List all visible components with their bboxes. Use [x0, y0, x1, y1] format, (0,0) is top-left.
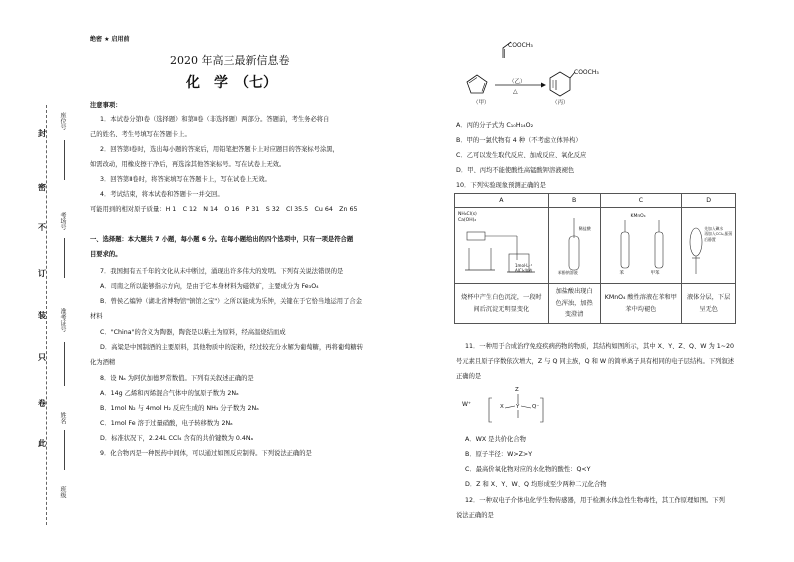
ring-double-bond	[469, 78, 477, 84]
question-line: 材料	[90, 313, 103, 320]
section1-heading: 目要求的。	[90, 251, 122, 258]
arrow-top-label: （乙）	[509, 79, 526, 85]
seal-char: 密	[38, 183, 46, 192]
ticket-number-label: 准考证号	[59, 308, 66, 332]
question-line: 7．我国拥有五千年的文化从未中断过，涌现出许多伟大的发明。下列有关说法错误的是	[100, 268, 344, 275]
question-line: A．14g 乙烯和丙烯混合气体中的氢原子数为 2Nₐ	[100, 390, 239, 397]
fig-a2-label: 1mol·L⁻¹	[515, 263, 533, 268]
product-formula: COOCH₃	[574, 69, 599, 76]
notes-line: 4．考试结束，将本试卷和答题卡一并交回。	[100, 191, 224, 198]
seal-char: 封	[38, 129, 46, 138]
fig-b-label: 苯酚钠溶液	[557, 270, 578, 275]
name-label: 姓名	[59, 412, 66, 424]
label-bing: （丙）	[552, 100, 569, 106]
q10-col-header: A	[455, 194, 549, 208]
arrow-bottom-label: △	[513, 88, 518, 95]
fig-c-label: KMnO₄	[630, 214, 646, 219]
notes-line: 己的姓名、考生号填写在答题卡上。	[90, 131, 191, 138]
fig-a-label: NH₄Cl(s)	[458, 212, 477, 217]
apparatus-d	[682, 210, 734, 282]
q12-line: 12．一种双电子介体电化学生物传感器，用于检测水体急性生物毒性，其工作原理如图。下列	[465, 497, 725, 504]
q10-col-header: C	[600, 194, 682, 208]
seal-char: 此	[38, 439, 46, 448]
q10-figure-b	[548, 208, 600, 284]
question-line: D．高粱是中国制酒的主要原料，其他物质中的淀粉，经过较充分水解为葡萄糖，再将葡萄糖转	[100, 344, 364, 351]
question-line: B．曾侯乙编钟（湖北省博物馆"镇馆之宝"）之所以能成为乐钟，关键在于它恰当地运用了合金	[100, 298, 362, 305]
seal-char: 只	[38, 353, 46, 362]
q11-z: Z	[515, 387, 519, 393]
fig-a-label: Ca(OH)₂	[458, 217, 477, 223]
exam-title: 2020 年高三最新信息卷	[170, 54, 290, 67]
q10-col-header: D	[682, 194, 736, 208]
fig-a2-label: AlCl₃溶液	[515, 267, 533, 273]
q11-x: X	[500, 404, 504, 410]
q11-line: 正确的是	[456, 373, 482, 380]
arrow-head	[541, 83, 546, 88]
subject-title: 化 学 （七）	[186, 75, 277, 91]
question-line: A．司南之所以能够指示方向，是由于它本身材料为磁铁矿，主要成分为 Fe₃O₄	[100, 283, 319, 290]
notes-heading: 注意事项：	[90, 102, 122, 109]
q10-figure-a	[455, 208, 549, 284]
section1-heading: 一、选择题：本大题共 7 小题，每小题 6 分。在每小题给出的四个选项中，只有一项是符合题	[90, 236, 354, 243]
atomic-mass-line: 可能用到的相对原子质量：H 1 C 12 N 14 O 16 P 31 S 32 Cl 35.5 Cu 64 Zn 65	[90, 206, 358, 213]
q10-figure-d	[682, 208, 736, 284]
seat-number-underline	[64, 140, 66, 180]
notes-line: 如需改动，用橡皮擦干净后，再选涂其他答案标号。写在试卷上无效。	[90, 161, 286, 168]
q10-result-a: 烧杯中产生白色沉淀，一段时间后沉淀无明显变化	[455, 284, 549, 324]
fig-b-label: 稀盐酸	[578, 226, 591, 231]
class-label: 班级	[59, 486, 66, 498]
notes-line: 2．回答第Ⅰ卷时，选出每小题的答案后，用铅笔把答题卡上对应题目的答案标号涂黑，	[100, 146, 339, 153]
q11-option: D．Z 和 X、Y、W、Q 均形成至少两种二元化合物	[465, 481, 607, 488]
q11-option: C．最高价氧化物对应的水化物的酸性：Q<Y	[465, 466, 591, 473]
question-line: C．"China"的含义为陶器，陶瓷是以粘土为原料，经高温烧结而成	[100, 329, 286, 336]
q11-line: 11．一种用于合成治疗免疫疾病药物的物质，其结构如图所示，其中 X、Y、Z、Q、W 为 1~20	[465, 343, 735, 350]
fig-d-label: 再加入CCl₄,振荡	[704, 231, 733, 237]
fig-d-label: 后静置	[704, 236, 716, 242]
q11-line: 号元素且原子序数依次增大，Z 与 Q 同主族，Q 和 W 的简单离子具有相同的电子层结构。下列叙述	[456, 358, 735, 365]
exam-room-underline	[64, 238, 66, 278]
name-underline	[64, 430, 66, 470]
ticket-number-underline	[64, 342, 66, 386]
seal-char: 卷	[38, 399, 46, 408]
q9-option: D．甲、丙均不能使酸性高锰酸钾溶液褪色	[456, 167, 575, 174]
q9-option: B．甲的一氯代物有 4 种（不考虑立体异构）	[456, 137, 582, 144]
question-line: D．标准状况下，2.24L CCl₄ 含有的共价键数为 0.4Nₐ	[100, 435, 254, 442]
ring-double-bond	[482, 83, 485, 92]
q9-option: A．丙的分子式为 C₁₀H₁₄O₂	[456, 122, 534, 129]
seal-char: 装	[38, 311, 46, 320]
q10-figure-c	[600, 208, 682, 284]
q11-structure	[458, 382, 568, 432]
seal-char: 不	[38, 223, 46, 232]
q11-option: A．WX 是共价化合物	[465, 436, 526, 443]
notes-line: 1．本试卷分第Ⅰ卷（选择题）和第Ⅱ卷（非选择题）两部分。答题前，考生务必将自	[100, 116, 330, 123]
label-jia: （甲）	[473, 100, 490, 106]
question-line: C．1mol Fe 溶于过量硝酸，电子转移数为 2Nₐ	[100, 420, 233, 427]
q10-result-d: 液体分层，下层呈无色	[682, 284, 736, 324]
question-line: 8．设 Nₐ 为阿伏加德罗常数值。下列有关叙述正确的是	[100, 375, 254, 382]
seal-char: 订	[38, 269, 46, 278]
q12-line: 说法正确的是	[456, 512, 494, 519]
q10-stem: 10．下列实验现象预测正确的是	[456, 182, 546, 189]
question-line: B．1mol N₂ 与 4mol H₂ 反应生成的 NH₃ 分子数为 2Nₐ	[100, 405, 259, 412]
binding-dashed-line	[46, 105, 47, 525]
question-line: 9．化合物丙是一种医药中间体，可以通过如图反应制得。下列说法正确的是	[100, 450, 312, 457]
q11-y: Y	[516, 404, 520, 410]
apparatus-c	[601, 210, 681, 282]
q10-result-b: 加盐酸出现白色浑浊，加热变澄清	[548, 284, 600, 324]
secret-mark: 绝密 ★ 启用前	[90, 36, 130, 43]
fig-c-label: 甲苯	[650, 271, 660, 276]
q10-table	[454, 193, 736, 324]
notes-line: 3．回答第Ⅱ卷时，将答案填写在答题卡上，写在试卷上无效。	[100, 176, 271, 183]
binding-strip	[0, 0, 76, 562]
q11-option: B．原子半径：W>Z>Y	[465, 451, 533, 458]
exam-room-label: 考场号	[59, 212, 66, 230]
q9-option: C．乙可以发生取代反应、加成反应、氧化反应	[456, 152, 587, 159]
fig-d-label: 先加入碘水	[704, 226, 724, 231]
q11-q: Q⁻	[532, 404, 540, 410]
q10-result-c: KMnO₄ 酸性溶液在苯和甲苯中均褪色	[600, 284, 682, 324]
q10-col-header: B	[548, 194, 600, 208]
question-line: 化为酒精	[90, 359, 116, 366]
seat-number-label: 座位号	[59, 112, 66, 130]
q11-w: W⁺	[462, 401, 472, 408]
reagent-formula: COOCH₃	[508, 42, 533, 49]
fig-c-label: 苯	[619, 271, 624, 276]
